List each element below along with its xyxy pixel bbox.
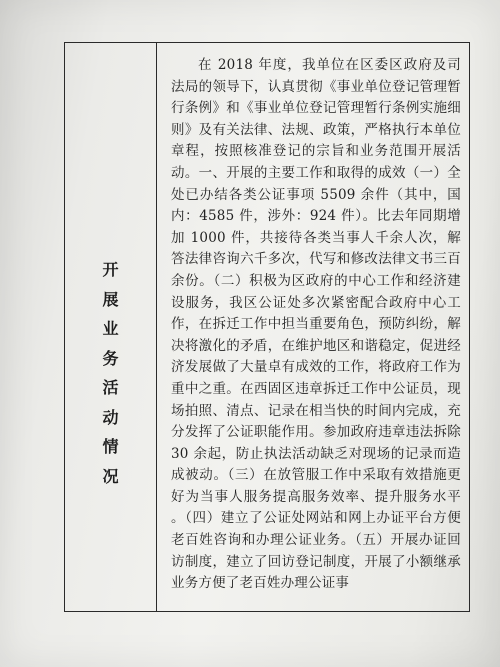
section-label-char: 业: [102, 319, 119, 338]
section-label-char: 动: [102, 407, 119, 427]
section-label-char: 情: [102, 437, 119, 456]
activity-description: 在 2018 年度，我单位在区委区政府及司法局的领导下，认真贯彻《事业单位登记管理暂行条例》和《事业单位登记管理暂行条例实施细则》及有关法律、法规、政策，严格执行本单位章程，按照核准登记的宗旨和业务范围开展活动。一、开展的主要工作和取得的成效（一）全处已办结各类公证事项 5509 余件（其中，国内：4585 件，涉外：924 件）。比去年同期增加 1000 件，共接待各类当事人千余人次，解答法律咨询六千多次，代写和修改法律文书三百余份。（二）积极为区政府的中心工作和经济建设服务，我区公证处多次紧密配合政府中心工作，在拆迁工作中担当重要角色，预防纠纷，解决将激化的矛盾，在维护地区和谐稳定，促进经济发展做了大量卓有成效的工作，将政府工作为重中之重。在西固区违章拆迁工作中公证员，现场拍照、清点、记录在相当快的时间内完成，充分发挥了公证职能作用。参加政府违章违法拆除 30 余起，防止执法活动缺乏对现场的记录而造成被动。（三）在放管服工作中采取有效措施更好为当事人服务提高服务效率、提升服务水平 。（四）建立了公证处网站和网上办证平台方便老百姓咨询和办理公证业务。（五）开展办证回访制度，建立了回访登记制度，开展了小额继承业务方便了老百姓办理公证事: [171, 57, 461, 592]
section-label-char: 务: [102, 348, 119, 368]
report-table: [64, 42, 470, 612]
section-label-char: 况: [102, 466, 119, 486]
content-cell: [157, 43, 469, 611]
section-label-char: 活: [102, 378, 119, 397]
section-label-char: 开: [102, 260, 119, 279]
section-label-cell: [65, 43, 157, 611]
section-label-char: 展: [102, 289, 119, 309]
section-label: [65, 255, 156, 491]
